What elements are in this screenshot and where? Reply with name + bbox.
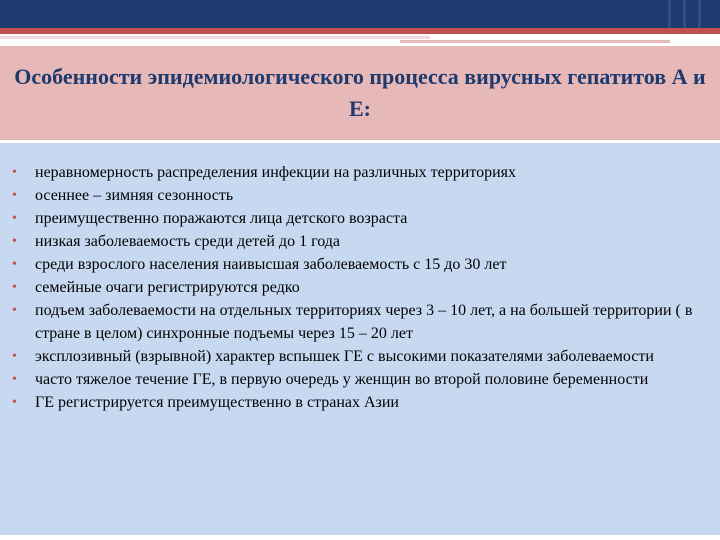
list-item: • эксплозивный (взрывной) характер вспышек ГЕ с высокими показателями заболеваемости [12, 345, 700, 368]
list-item: • неравномерность распределения инфекции на различных территориях [12, 161, 700, 184]
title-box [0, 46, 720, 140]
band-grid-line [668, 0, 671, 28]
slide-title: Особенности эпидемиологического процесса вирусных гепатитов А и Е: [14, 64, 706, 121]
red-accent-stripe [0, 28, 720, 34]
content-area [0, 143, 720, 535]
list-item: • среди взрослого населения наивысшая заболеваемость с 15 до 30 лет [12, 253, 700, 276]
list-item: • осеннее – зимняя сезонность [12, 184, 700, 207]
list-item: • ГЕ регистрируется преимущественно в странах Азии [12, 391, 700, 414]
list-item: • семейные очаги регистрируются редко [12, 276, 700, 299]
bullet-list [12, 161, 700, 414]
band-grid-line [683, 0, 686, 28]
top-decorative-band [0, 0, 720, 28]
list-item: • подъем заболеваемости на отдельных территориях через 3 – 10 лет, а на большей территории ( в стране в целом) синхронные подъемы через 15 – 20 лет [12, 299, 700, 345]
band-grid-line [698, 0, 701, 28]
list-item: • преимущественно поражаются лица детского возраста [12, 207, 700, 230]
decorative-line [0, 36, 430, 39]
list-item: • часто тяжелое течение ГЕ, в первую очередь у женщин во второй половине беременности [12, 368, 700, 391]
decorative-line [400, 40, 670, 43]
list-item: • низкая заболеваемость среди детей до 1 года [12, 230, 700, 253]
